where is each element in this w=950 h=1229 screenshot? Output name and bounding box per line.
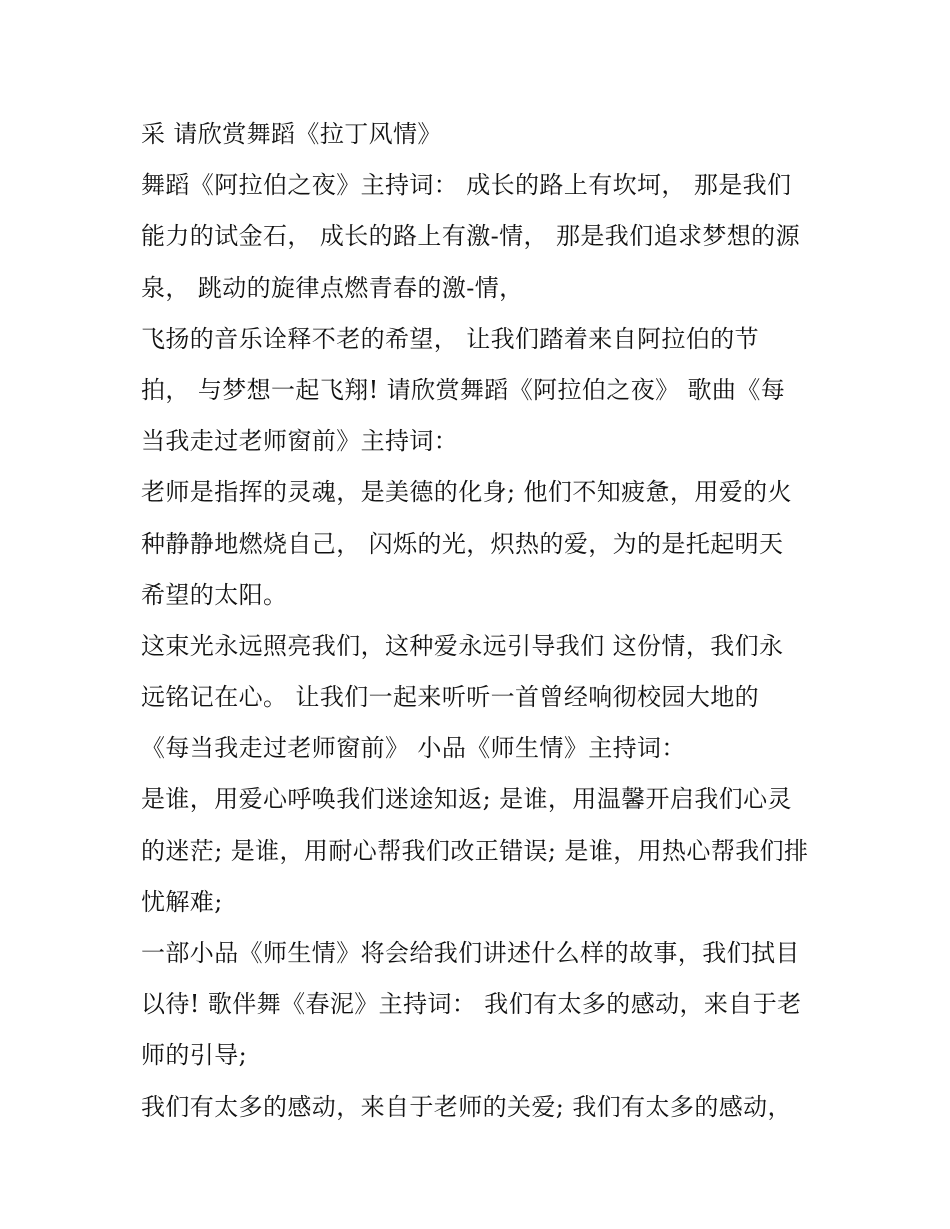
text-line: 忧解难; xyxy=(141,887,223,916)
text-line: 这束光永远照亮我们，这种爱永远引导我们 这份情，我们永 xyxy=(141,631,784,660)
text-line: 远铭记在心。 让我们一起来听听一首曾经响彻校园大地的 xyxy=(141,683,760,712)
text-line: 当我走过老师窗前》主持词： xyxy=(141,427,459,456)
text-line: 种静静地燃烧自己， 闪烁的光，炽热的爱，为的是托起明天 xyxy=(141,529,784,558)
text-line: 老师是指挥的灵魂，是美德的化身; 他们不知疲惫，用爱的火 xyxy=(141,478,792,507)
text-line: 希望的太阳。 xyxy=(141,580,288,609)
text-line: 能力的试金石， 成长的路上有激-情， 那是我们追求梦想的源 xyxy=(141,222,800,251)
text-line: 《每当我走过老师窗前》 小品《师生情》主持词： xyxy=(141,734,686,763)
text-line: 师的引导; xyxy=(141,1041,248,1070)
text-line: 舞蹈《阿拉伯之夜》主持词： 成长的路上有坎坷， 那是我们 xyxy=(141,171,792,200)
text-line: 以待! 歌伴舞《春泥》主持词： 我们有太多的感动，来自于老 xyxy=(141,990,802,1019)
text-line: 一部小品《师生情》将会给我们讲述什么样的故事，我们拭目 xyxy=(141,939,800,967)
document-body xyxy=(141,109,841,1133)
text-line: 泉， 跳动的旋律点燃青春的激-情， xyxy=(141,273,524,302)
text-line: 采 请欣赏舞蹈《拉丁风情》 xyxy=(141,120,442,148)
text-line: 的迷茫; 是谁，用耐心帮我们改正错误; 是谁，用热心帮我们排 xyxy=(141,836,809,865)
text-line: 我们有太多的感动，来自于老师的关爱; 我们有太多的感动， xyxy=(141,1092,792,1121)
text-line: 拍， 与梦想一起飞翔! 请欣赏舞蹈《阿拉伯之夜》 歌曲《每 xyxy=(141,375,786,404)
text-line: 是谁，用爱心呼唤我们迷途知返; 是谁，用温馨开启我们心灵 xyxy=(141,785,792,814)
text-line: 飞扬的音乐诠释不老的希望， 让我们踏着来自阿拉伯的节 xyxy=(141,324,760,353)
